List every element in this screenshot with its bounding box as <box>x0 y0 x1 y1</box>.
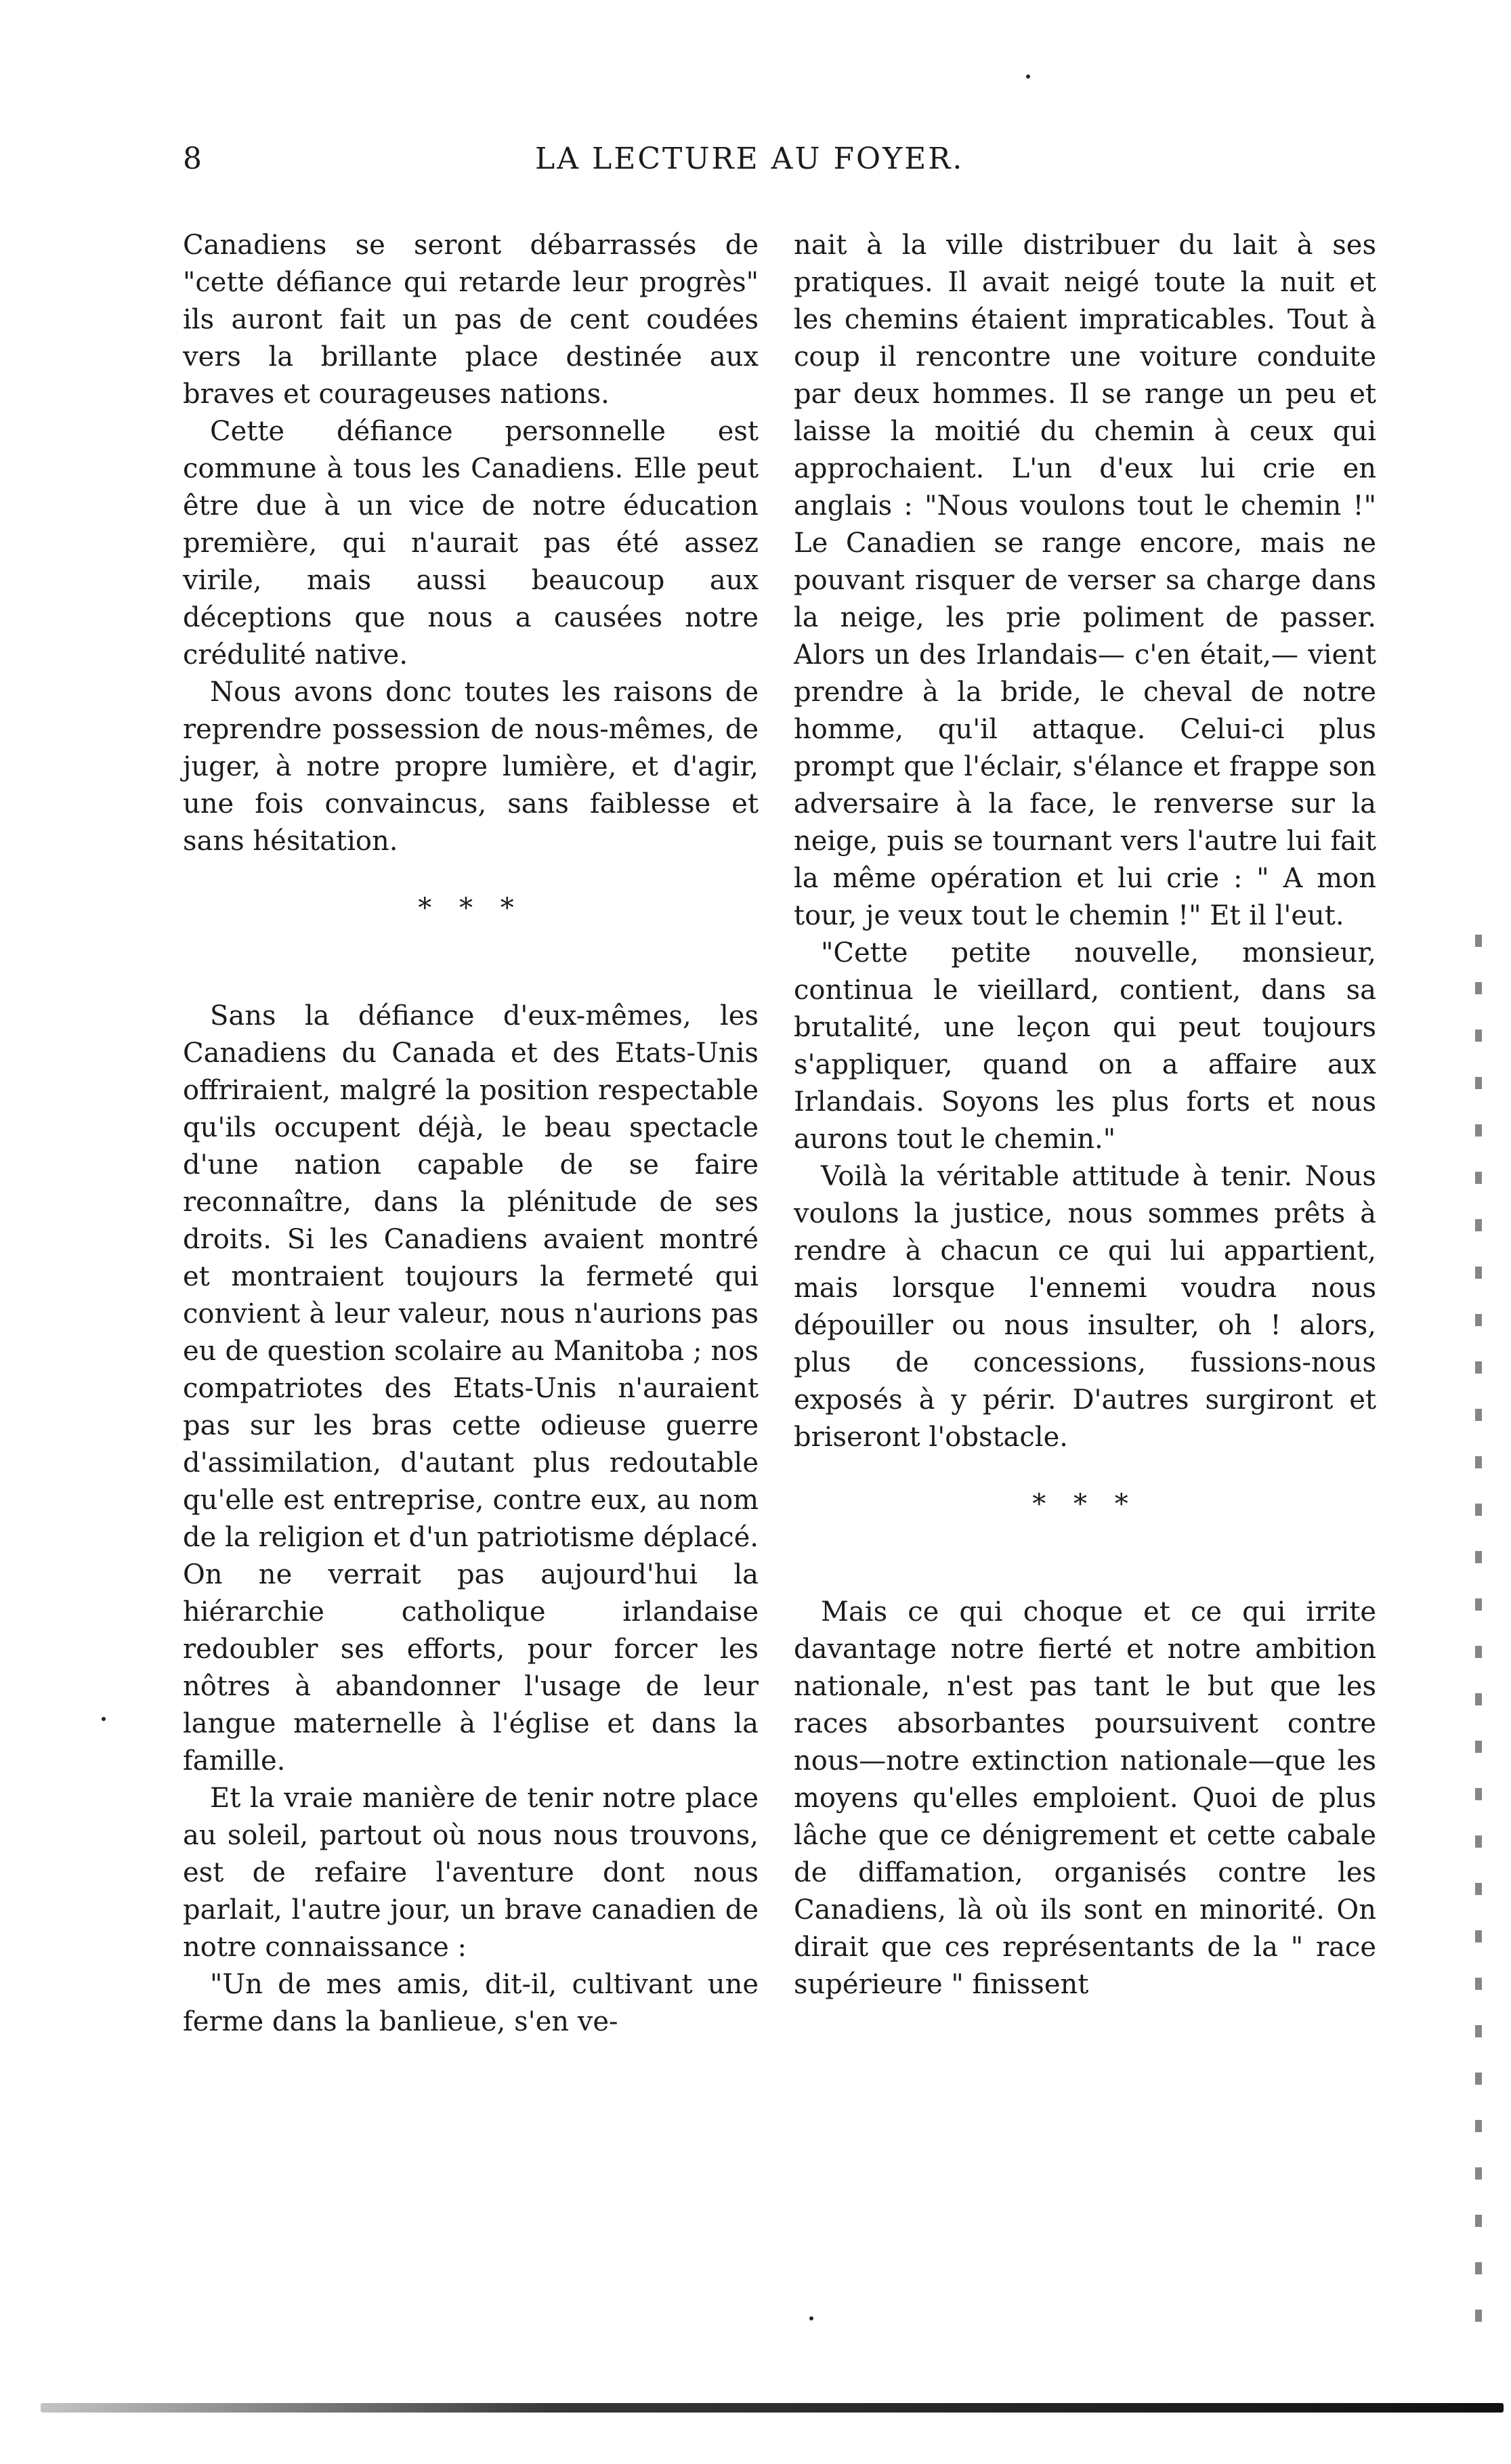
running-title: LA LECTURE AU FOYER. <box>535 142 964 176</box>
paragraph: Voilà la véritable attitude à tenir. Nous voulons la justice, nous sommes prêts à rendre à chacun ce qui lui appartient, mais lorsque l'ennemi voudra nous dépouiller ou nous insulter, oh ! alors, plus de concessions, fussions-nous exposés à y périr. D'autres surgiront et briseront l'obstacle. <box>794 1161 1376 1453</box>
paragraph: Et la vraie manière de tenir notre place au soleil, partout où nous nous trouvons, est de refaire l'aventure dont nous parlait, l'autre jour, un brave canadien de notre connaissance : <box>183 1783 759 1963</box>
paragraph: Mais ce qui choque et ce qui irrite davantage notre fierté et notre ambition nationale, n'est pas tant le but que les races absorbantes poursuivent contre nous—notre extinction nationale—que les moyens qu'elles emploient. Quoi de plus lâche que ce dénigrement et cette cabale de diffamation, organisés contre les Canadiens, là où ils sont en minorité. On dirait que ces représentants de la " race supérieure " finissent <box>794 1596 1376 2000</box>
scan-speck <box>1026 75 1030 79</box>
paragraph: "Cette petite nouvelle, monsieur, continua le vieillard, contient, dans sa brutalité, une leçon qui peut toujours s'appliquer, quand on a affaire aux Irlandais. Soyons les plus forts et nous aurons tout le chemin." <box>794 937 1376 1155</box>
paragraph: "Un de mes amis, dit-il, cultivant une ferme dans la banlieue, s'en ve- <box>183 1969 759 2037</box>
section-separator: * * * <box>418 893 524 924</box>
right-column <box>794 227 1376 2003</box>
scan-margin-marks <box>1475 935 1482 2343</box>
paragraph: Sans la défiance d'eux-mêmes, les Canadiens du Canada et des Etats-Unis offriraient, malgré la position respectable qu'ils occupent déjà, le beau spectacle d'une nation capable de se faire reconnaître, dans la plénitude de ses droits. Si les Canadiens avaient montré et montraient toujours la fermeté qui convient à leur valeur, nous n'aurions pas eu de question scolaire au Manitoba ; nos compatriotes des Etats-Unis n'auraient pas sur les bras cette odieuse guerre d'assimilation, d'autant plus redoutable qu'elle est entreprise, contre eux, au nom de la religion et d'un patriotisme déplacé. On ne verrait pas aujourd'hui la hiérarchie catholique irlandaise redoubler ses efforts, pour forcer les nôtres à abandonner l'usage de leur langue maternelle à l'église et dans la famille. <box>183 1000 759 1777</box>
paragraph: Nous avons donc toutes les raisons de reprendre possession de nous-mêmes, de juger, à notre propre lumière, et d'agir, une fois convaincus, sans faiblesse et sans hésitation. <box>183 677 759 857</box>
left-column <box>183 227 759 2041</box>
page-bottom-edge <box>41 2403 1504 2413</box>
scan-speck <box>809 2316 813 2320</box>
scan-speck <box>102 1717 106 1721</box>
page-number: 8 <box>183 142 202 176</box>
section-separator: * * * <box>1032 1489 1138 1520</box>
paragraph: nait à la ville distribuer du lait à ses pratiques. Il avait neigé toute la nuit et les chemins étaient impraticables. Tout à coup il rencontre une voiture conduite par deux hommes. Il se range un peu et laisse la moitié du chemin à ceux qui approchaient. L'un d'eux lui crie en anglais : "Nous voulons tout le chemin !" Le Canadien se range encore, mais ne pouvant risquer de verser sa charge dans la neige, les prie poliment de passer. Alors un des Irlandais— c'en était,— vient prendre à la bride, le cheval de notre homme, qu'il attaque. Celui-ci plus prompt que l'éclair, s'élance et frappe son adversaire à la face, le renverse sur la neige, puis se tournant vers l'autre lui fait la même opération et lui crie : " A mon tour, je veux tout le chemin !" Et il l'eut. <box>794 230 1376 931</box>
paragraph: Canadiens se seront débarrassés de "cette défiance qui retarde leur progrès" ils auront fait un pas de cent coudées vers la brillante place destinée aux braves et courageuses nations. <box>183 230 759 410</box>
page-header <box>183 139 1375 179</box>
paragraph: Cette défiance personnelle est commune à tous les Canadiens. Elle peut être due à un vice de notre éducation première, qui n'aurait pas été assez virile, mais aussi beaucoup aux déceptions que nous a causées notre crédulité native. <box>183 416 759 671</box>
